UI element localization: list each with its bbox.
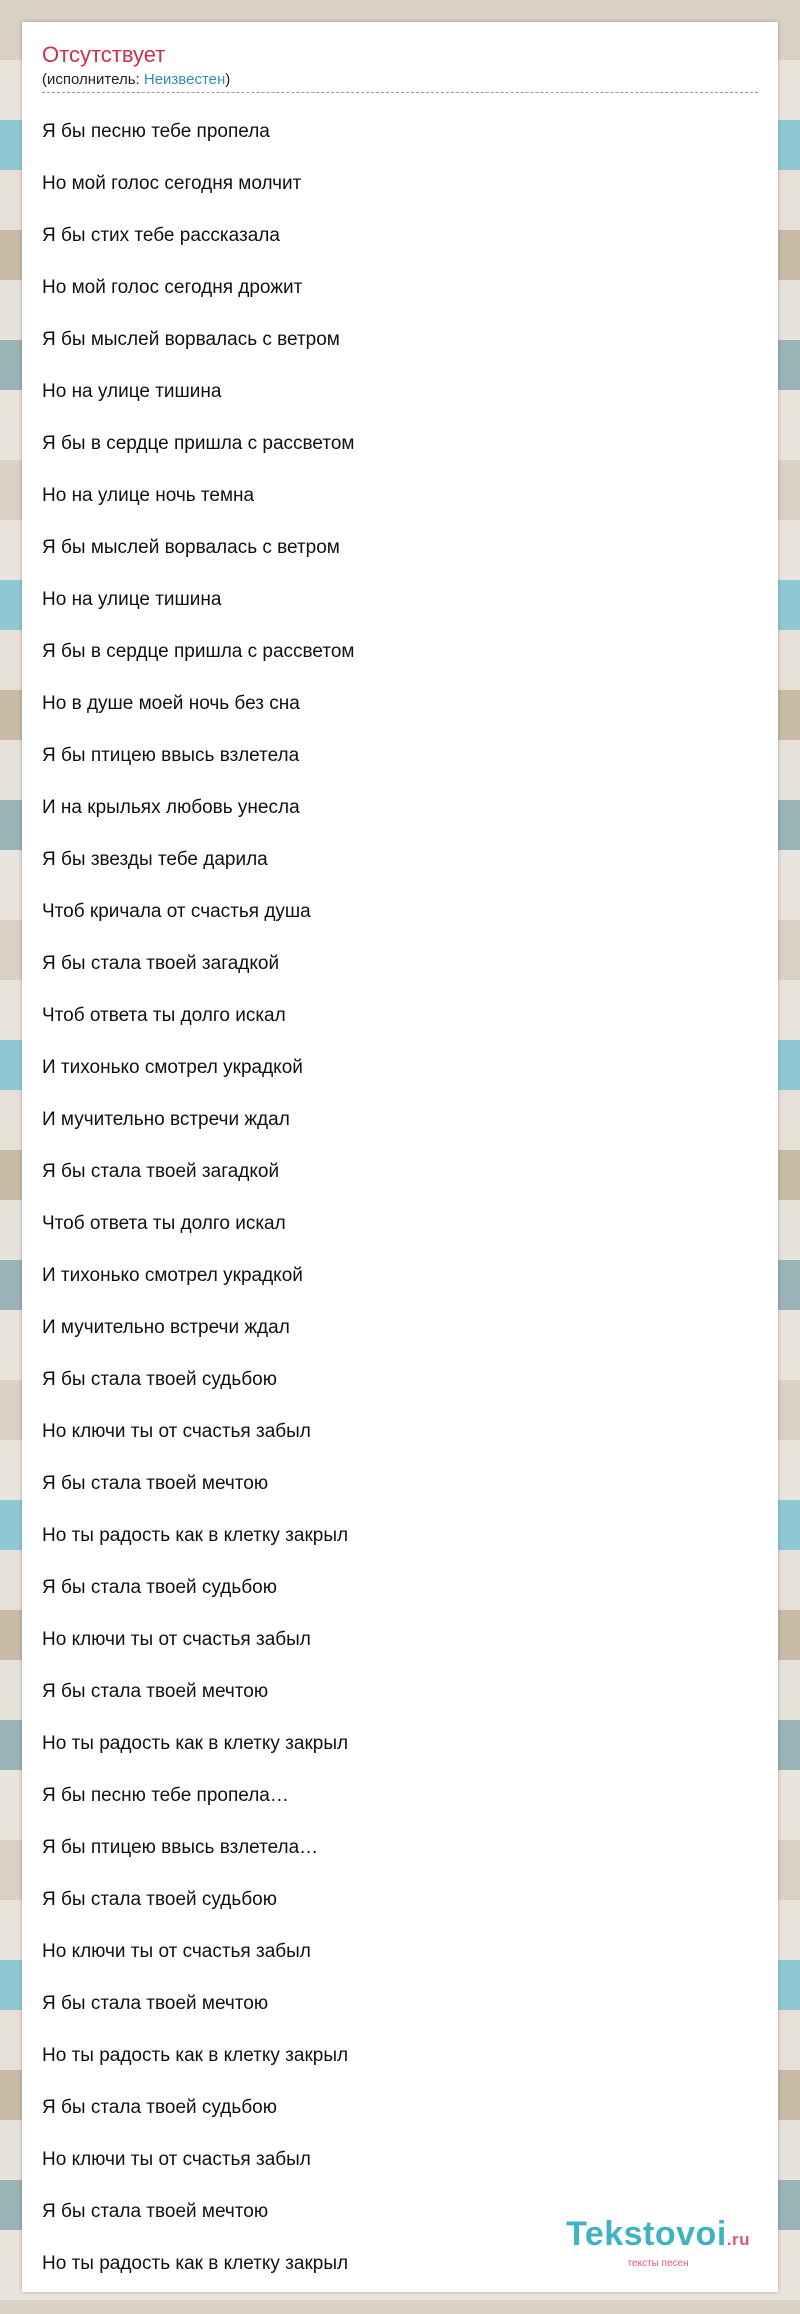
lyric-line: Я бы стала твоей загадкой <box>42 953 280 974</box>
lyric-line: Но мой голос сегодня молчит <box>42 173 302 194</box>
lyric-line: Но на улице тишина <box>42 589 222 610</box>
lyric-line: Но ключи ты от счастья забыл <box>42 1421 311 1442</box>
lyric-line: Но ключи ты от счастья забыл <box>42 1629 311 1650</box>
lyric-line: Но на улице ночь темна <box>42 485 255 506</box>
lyric-line: Я бы птицею ввысь взлетела <box>42 745 300 766</box>
lyric-line: Я бы в сердце пришла с рассветом <box>42 641 355 662</box>
performer-suffix: ) <box>225 71 231 88</box>
lyric-line: Я бы мыслей ворвалась с ветром <box>42 537 340 558</box>
lyric-line: Чтоб ответа ты долго искал <box>42 1005 286 1026</box>
lyric-line: Я бы песню тебе пропела… <box>42 1785 289 1806</box>
lyric-line: Но ты радость как в клетку закрыл <box>42 1525 349 1546</box>
lyric-line: Я бы стала твоей судьбою <box>42 2097 277 2118</box>
lyric-line: Но мой голос сегодня дрожит <box>42 277 303 298</box>
lyric-line: Я бы стала твоей мечтою <box>42 1681 269 1702</box>
lyrics-text <box>42 118 758 2302</box>
lyric-line: Я бы мыслей ворвалась с ветром <box>42 329 340 350</box>
logo-wordmark <box>566 2217 750 2257</box>
performer-line <box>42 70 758 93</box>
lyric-line: Я бы песню тебе пропела <box>42 121 270 142</box>
lyric-line: Я бы стала твоей судьбою <box>42 1369 277 1390</box>
lyric-line: И тихонько смотрел украдкой <box>42 1265 303 1286</box>
lyrics-card <box>22 22 778 2292</box>
lyric-line: Но ты радость как в клетку закрыл <box>42 1733 349 1754</box>
lyric-line: Но ты радость как в клетку закрыл <box>42 2253 349 2274</box>
logo-suffix-text: .ru <box>726 2230 750 2249</box>
logo-main-text: Tekstovoi <box>566 2215 727 2253</box>
performer-link[interactable]: Неизвестен <box>143 71 226 88</box>
lyric-line: Но ключи ты от счастья забыл <box>42 2149 311 2170</box>
performer-prefix: (исполнитель: <box>42 71 144 88</box>
lyric-line: Но на улице тишина <box>42 381 222 402</box>
lyric-line: И мучительно встречи ждал <box>42 1317 290 1338</box>
lyric-line: Я бы стала твоей мечтою <box>42 1993 269 2014</box>
song-header <box>42 42 758 93</box>
site-logo[interactable] <box>566 2217 750 2270</box>
lyric-line: Но ты радость как в клетку закрыл <box>42 2045 349 2066</box>
song-title: Отсутствует <box>42 42 166 67</box>
lyric-line: Я бы стала твоей судьбою <box>42 1577 277 1598</box>
lyric-line: Я бы птицею ввысь взлетела… <box>42 1837 319 1858</box>
lyric-line: Я бы в сердце пришла с рассветом <box>42 433 355 454</box>
lyric-line: Но в душе моей ночь без сна <box>42 693 300 714</box>
lyric-line: Чтоб ответа ты долго искал <box>42 1213 286 1234</box>
lyric-line: И мучительно встречи ждал <box>42 1109 290 1130</box>
lyric-line: И тихонько смотрел украдкой <box>42 1057 303 1078</box>
logo-tagline: тексты песен <box>627 2258 689 2269</box>
lyric-line: Я бы стала твоей загадкой <box>42 1161 280 1182</box>
lyric-line: Я бы стала твоей мечтою <box>42 1473 269 1494</box>
lyric-line: Я бы стих тебе рассказала <box>42 225 280 246</box>
lyric-line: Но ключи ты от счастья забыл <box>42 1941 311 1962</box>
lyric-line: Я бы стала твоей судьбою <box>42 1889 277 1910</box>
lyric-line: И на крыльях любовь унесла <box>42 797 300 818</box>
lyric-line: Я бы звезды тебе дарила <box>42 849 268 870</box>
lyric-line: Чтоб кричала от счастья душа <box>42 901 311 922</box>
lyric-line: Я бы стала твоей мечтою <box>42 2201 269 2222</box>
